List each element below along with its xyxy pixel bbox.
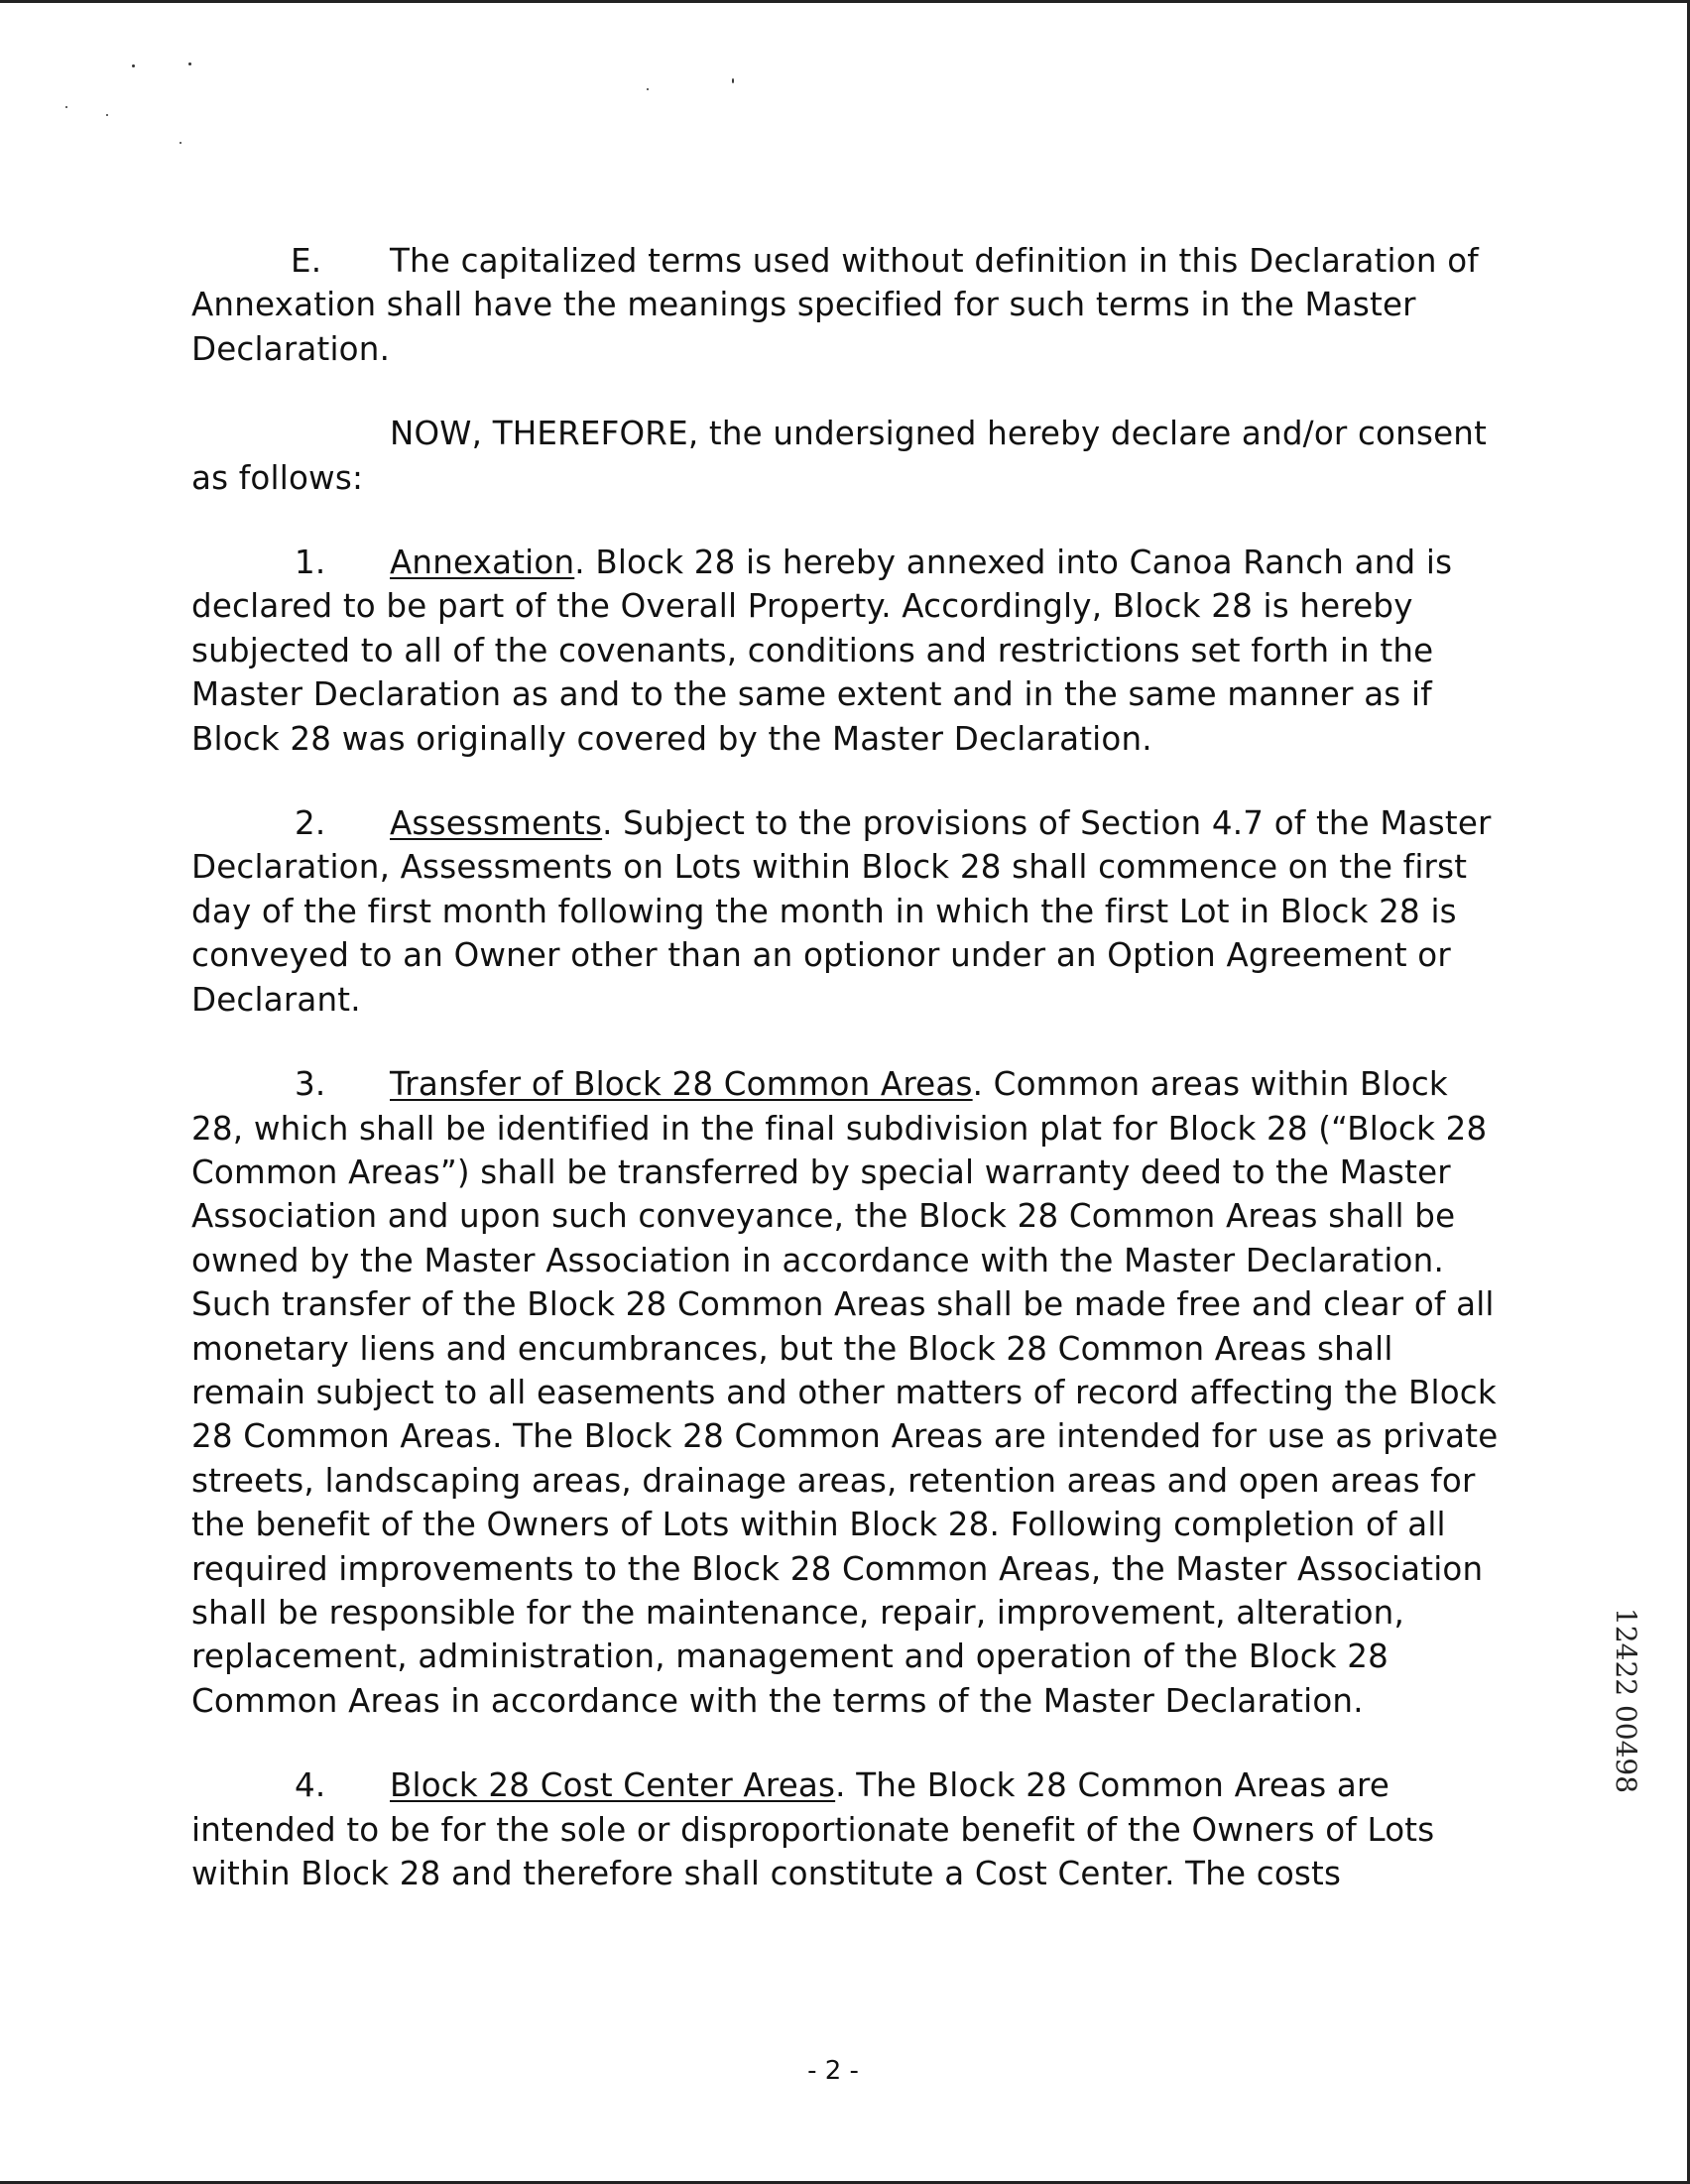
- section-text: . Common areas within Block 28, which shall be identified in the final subdivision plat for Block 28 (“Block 28 Common Areas”) shall be transferred by special warranty deed to the Master Association and upon such conveyance, the Block 28 Common Areas shall be owned by the Master Association in accordance with the Master Declaration. Such transfer of the Block 28 Common Areas shall be made free and clear of all monetary liens and encumbrances, but the Block 28 Common Areas shall remain subject to all easements and other matters of record affecting the Block 28 Common Areas. The Block 28 Common Areas are intended for use as private streets, landscaping areas, drainage areas, retention areas and open areas for the benefit of the Owners of Lots within Block 28. Following completion of all required improvements to the Block 28 Common Areas, the Master Association shall be responsible for the maintenance, repair, improvement, alteration, replacement, administration, management and operation of the Block 28 Common Areas in accordance with the terms of the Master Declaration.: [191, 1065, 1499, 1720]
- scan-speck: [132, 64, 135, 67]
- section-number: 2.: [295, 804, 326, 843]
- section-heading: Block 28 Cost Center Areas: [390, 1766, 836, 1805]
- paragraph-e-label: E.: [291, 242, 322, 280]
- side-document-number: 12422 00498: [1610, 1608, 1642, 1794]
- section-heading: Assessments: [390, 804, 603, 843]
- page-number: - 2 -: [807, 2056, 859, 2086]
- section-heading: Transfer of Block 28 Common Areas: [390, 1065, 973, 1104]
- scan-speck: [106, 114, 108, 116]
- scan-speck: [188, 62, 191, 65]
- section-text: . Block 28 is hereby annexed into Canoa Ranch and is declared to be part of the Overall Property. Accordingly, Block 28 is hereby subjected to all of the covenants, conditions and restrictions set forth in the Master Declaration as and to the same extent and in the same manner as if Block 28 was originally covered by the Master Declaration.: [191, 544, 1453, 758]
- scan-speck: [65, 106, 67, 108]
- now-therefore-text: NOW, THEREFORE, the undersigned hereby declare and/or consent as follows:: [191, 415, 1488, 497]
- scan-speck: [180, 142, 181, 144]
- paragraph-e-text: The capitalized terms used without definition in this Declaration of Annexation shall have the meanings specified for such terms in the Master Declaration.: [191, 242, 1479, 368]
- section-text: . The Block 28 Common Areas are intended to be for the sole or disproportionate benefit of the Owners of Lots within Block 28 and therefore shall constitute a Cost Center. The costs: [191, 1766, 1435, 1892]
- paragraph-e: [191, 239, 1501, 371]
- section-3-transfer: [191, 1062, 1501, 1723]
- section-heading: Annexation: [390, 544, 575, 582]
- section-text: . Subject to the provisions of Section 4.7 of the Master Declaration, Assessments on Lots within Block 28 shall commence on the first day of the first month following the month in which the first Lot in Block 28 is conveyed to an Owner other than an optionor under an Option Agreement or Declarant.: [191, 804, 1492, 1019]
- section-2-assessments: [191, 801, 1501, 1022]
- section-number: 4.: [295, 1766, 326, 1805]
- scan-speck: [732, 78, 734, 83]
- scan-speck: [647, 88, 649, 90]
- section-1-annexation: [191, 541, 1501, 761]
- section-4-cost-center: [191, 1763, 1501, 1895]
- document-body: [191, 239, 1501, 1936]
- now-therefore-paragraph: [191, 412, 1501, 500]
- section-number: 3.: [295, 1065, 326, 1104]
- section-number: 1.: [295, 544, 326, 582]
